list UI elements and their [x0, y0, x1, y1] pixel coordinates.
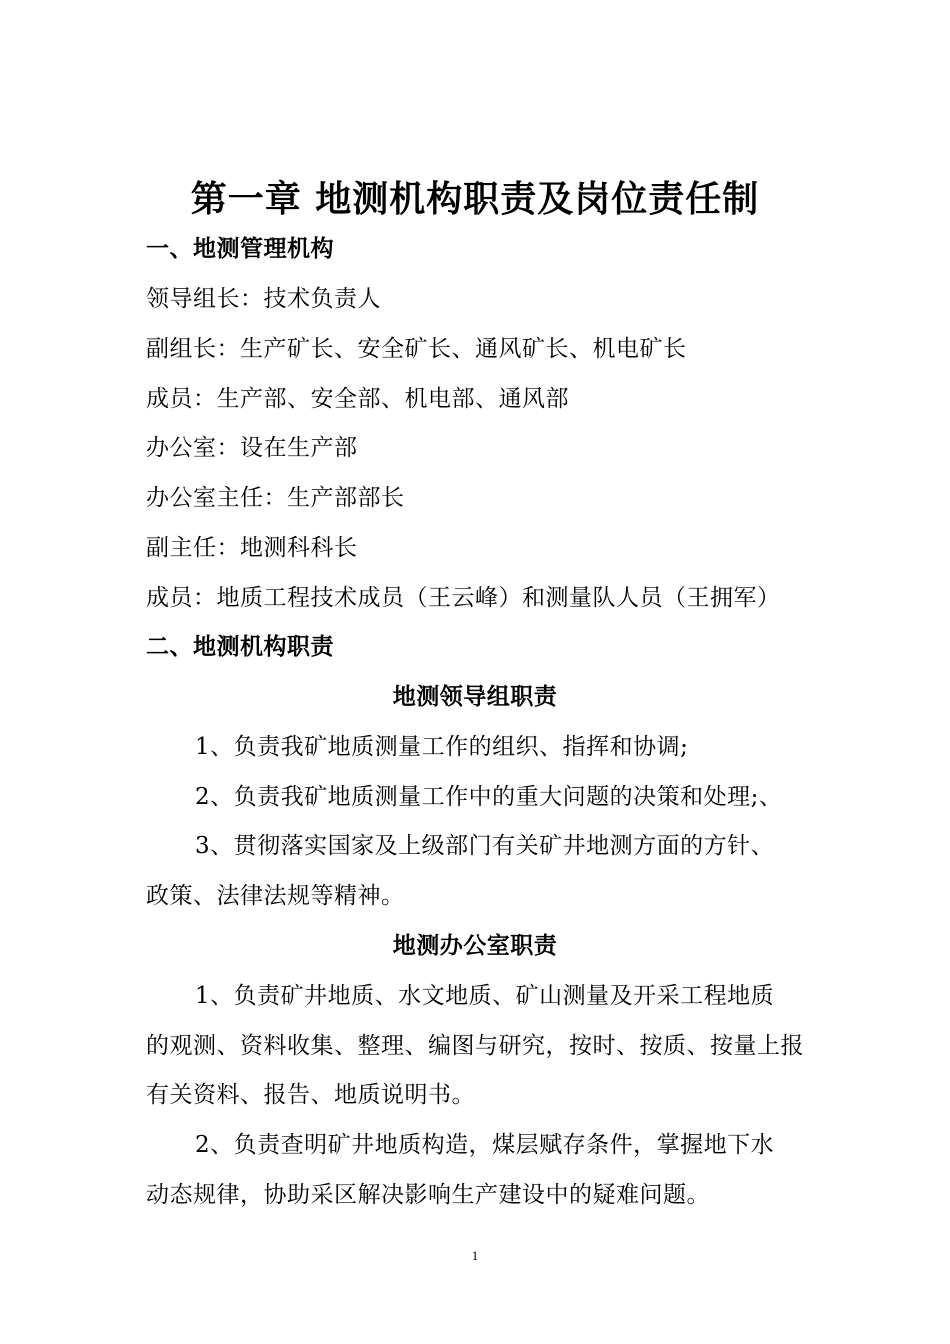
office-duty-2-line-1: 2、负责查明矿井地质构造，煤层赋存条件，掌握地下水 [195, 1132, 775, 1158]
leadership-duty-1: 1、负责我矿地质测量工作的组织、指挥和协调; [195, 734, 689, 760]
office-duty-1-line-3: 有关资料、报告、地质说明书。 [146, 1082, 475, 1108]
leadership-duties-title: 地测领导组职责 [392, 684, 558, 710]
section-heading-1: 一、地测管理机构 [146, 236, 334, 262]
office-duty-1-line-1: 1、负责矿井地质、水文地质、矿山测量及开采工程地质 [195, 983, 775, 1009]
leadership-duty-3-line-2: 政策、法律法规等精神。 [146, 883, 405, 909]
office-duty-1-line-2: 的观测、资料收集、整理、编图与研究，按时、按质、按量上报 [146, 1033, 804, 1059]
org-line-deputy-director: 副主任：地测科科长 [146, 535, 358, 561]
section-heading-2: 二、地测机构职责 [146, 634, 334, 660]
office-duty-2-line-2: 动态规律，协助采区解决影响生产建设中的疑难问题。 [146, 1182, 710, 1208]
org-line-staff: 成员：地质工程技术成员（王云峰）和测量队人员（王拥军） [146, 585, 781, 611]
org-line-office-director: 办公室主任：生产部部长 [146, 485, 405, 511]
org-line-deputy-leader: 副组长：生产矿长、安全矿长、通风矿长、机电矿长 [146, 336, 687, 362]
org-line-leader: 领导组长：技术负责人 [146, 286, 381, 312]
leadership-duty-3-line-1: 3、贯彻落实国家及上级部门有关矿井地测方面的方针、 [195, 833, 775, 859]
page-number: 1 [471, 1248, 479, 1263]
org-line-office: 办公室：设在生产部 [146, 435, 358, 461]
office-duties-title: 地测办公室职责 [392, 933, 558, 959]
leadership-duty-2: 2、负责我矿地质测量工作中的重大问题的决策和处理;、 [195, 784, 783, 810]
org-line-members: 成员：生产部、安全部、机电部、通风部 [146, 386, 569, 412]
chapter-title: 第一章 地测机构职责及岗位责任制 [190, 178, 760, 220]
